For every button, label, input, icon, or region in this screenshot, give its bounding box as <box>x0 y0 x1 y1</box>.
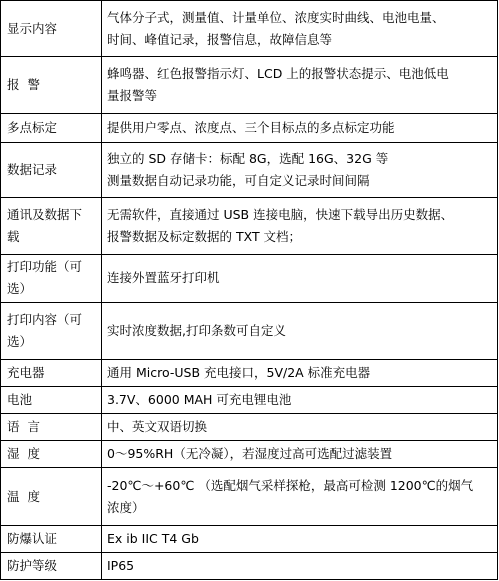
table-row <box>1 197 498 254</box>
row-label-humidity: 湿 度 <box>1 441 102 468</box>
row-label-calibration: 多点标定 <box>1 114 102 142</box>
row-label-data-logging: 数据记录 <box>1 142 102 197</box>
row-label-temperature: 温 度 <box>1 468 102 525</box>
table-row <box>1 302 498 359</box>
table-row <box>1 552 498 579</box>
row-value-alarm: 蜂鸣器、红色报警指示灯、LCD 上的报警状态提示、电池低电 量报警等 <box>102 57 498 114</box>
table-row <box>1 1 498 57</box>
table-row <box>1 360 498 387</box>
row-value-print-function: 连接外置蓝牙打印机 <box>102 255 498 303</box>
row-label-language: 语 言 <box>1 414 102 441</box>
row-label-battery: 电池 <box>1 387 102 414</box>
table-row <box>1 255 498 303</box>
row-label-protection-level: 防护等级 <box>1 552 102 579</box>
row-label-print-content: 打印内容（可 选） <box>1 302 102 359</box>
row-value-battery: 3.7V、6000 MAH 可充电锂电池 <box>102 387 498 414</box>
row-value-temperature: -20℃～+60℃ （选配烟气采样探枪，最高可检测 1200℃的烟气 浓度） <box>102 468 498 525</box>
row-value-protection-level: IP65 <box>102 552 498 579</box>
row-value-language: 中、英文双语切换 <box>102 414 498 441</box>
table-row <box>1 142 498 197</box>
row-value-data-logging: 独立的 SD 存储卡：标配 8G，选配 16G、32G 等 测量数据自动记录功能，可自定义记录时间间隔 <box>102 142 498 197</box>
table-row <box>1 468 498 525</box>
row-label-explosion-proof: 防爆认证 <box>1 525 102 552</box>
row-label-print-function: 打印功能（可 选） <box>1 255 102 303</box>
row-label-display-content: 显示内容 <box>1 1 102 57</box>
table-row <box>1 114 498 142</box>
row-value-calibration: 提供用户零点、浓度点、三个目标点的多点标定功能 <box>102 114 498 142</box>
row-value-communication: 无需软件，直接通过 USB 连接电脑，快速下载导出历史数据、 报警数据及标定数据的 TXT 文档； <box>102 197 498 254</box>
row-label-communication: 通讯及数据下 载 <box>1 197 102 254</box>
row-value-charger: 通用 Micro-USB 充电接口，5V/2A 标准充电器 <box>102 360 498 387</box>
row-value-humidity: 0～95%RH（无冷凝），若湿度过高可选配过滤装置 <box>102 441 498 468</box>
row-value-print-content: 实时浓度数据,打印条数可自定义 <box>102 302 498 359</box>
row-label-charger: 充电器 <box>1 360 102 387</box>
table-row <box>1 387 498 414</box>
table-row <box>1 525 498 552</box>
table-row <box>1 414 498 441</box>
row-value-explosion-proof: Ex ib IIC T4 Gb <box>102 525 498 552</box>
row-value-display-content: 气体分子式，测量值、计量单位、浓度实时曲线、电池电量、 时间、峰值记录，报警信息，故障信息等 <box>102 1 498 57</box>
table-row <box>1 57 498 114</box>
table-row <box>1 441 498 468</box>
row-label-alarm: 报 警 <box>1 57 102 114</box>
